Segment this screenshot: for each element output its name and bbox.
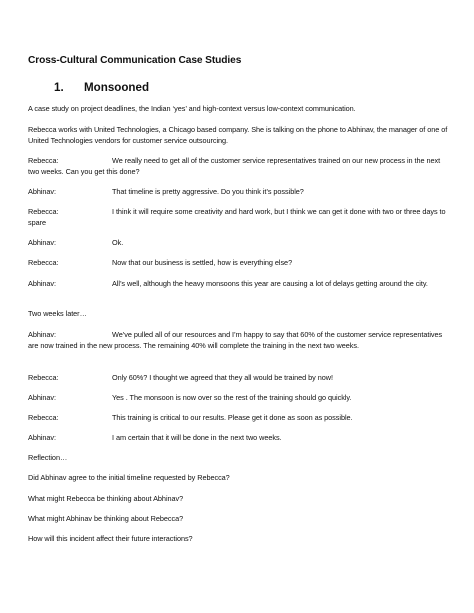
section-number: 1. (54, 81, 64, 94)
reflection-question: What might Abhinav be thinking about Rebecca? (28, 514, 184, 523)
dialogue-text: Yes . The monsoon is now over so the rest of the training should go quickly. (112, 393, 352, 402)
dialogue-text: Only 60%? I thought we agreed that they all would be trained by now! (112, 373, 333, 382)
reflection-question: How will this incident affect their future interactions? (28, 534, 193, 543)
speaker-name: Abhinav: (28, 187, 56, 196)
reflection-label: Reflection… (28, 453, 68, 462)
speaker-name: Rebecca: (28, 207, 59, 216)
dialogue-text: We’ve pulled all of our resources and I’m happy to say that 60% of the customer service representatives are now trained in the new process. The remaining 40% will complete the training in the next two weeks. (28, 330, 443, 351)
dialogue-text: This training is critical to our results. Please get it done as soon as possible. (112, 413, 353, 422)
document-title: Cross-Cultural Communication Case Studies (28, 55, 242, 66)
dialogue-line (28, 278, 448, 289)
speaker-name: Rebecca: (28, 413, 59, 422)
section-title: Monsooned (84, 81, 150, 94)
dialogue-line (28, 206, 448, 228)
speaker-name: Abhinav: (28, 393, 56, 402)
dialogue-text: I am certain that it will be done in the next two weeks. (112, 433, 282, 442)
dialogue-text: I think it will require some creativity and hard work, but I think we can get it done with two or three days to spare (28, 207, 446, 228)
reflection-question: Did Abhinav agree to the initial timeline requested by Rebecca? (28, 473, 230, 482)
dialogue-text: Now that our business is settled, how is everything else? (112, 258, 293, 267)
intro-paragraph: A case study on project deadlines, the Indian ‘yes’ and high-context versus low-context communication. (28, 104, 356, 113)
dialogue-line (28, 329, 448, 351)
section-heading (54, 81, 149, 94)
reflection-question: What might Rebecca be thinking about Abhinav? (28, 494, 184, 503)
speaker-name: Rebecca: (28, 258, 59, 267)
dialogue-line (28, 432, 448, 443)
dialogue-line (28, 257, 448, 268)
dialogue-text: We really need to get all of the customer service representatives trained on our new process in the next two weeks. Can you get this done? (28, 156, 441, 177)
speaker-name: Abhinav: (28, 330, 56, 339)
speaker-name: Abhinav: (28, 433, 56, 442)
dialogue-line (28, 237, 448, 248)
dialogue-line (28, 186, 448, 197)
dialogue-line (28, 392, 448, 403)
dialogue-line (28, 155, 448, 177)
dialogue-text: Ok. (112, 238, 124, 247)
interlude-text: Two weeks later… (28, 309, 87, 318)
speaker-name: Rebecca: (28, 156, 59, 165)
speaker-name: Abhinav: (28, 238, 56, 247)
speaker-name: Rebecca: (28, 373, 59, 382)
setup-paragraph: Rebecca works with United Technologies, a Chicago based company. She is talking on the phone to Abhinav, the manager of one of United Technologies vendors for customer service outsourcing. (28, 125, 448, 146)
dialogue-text: All’s well, although the heavy monsoons this year are causing a lot of delays getting around the city. (112, 279, 428, 288)
dialogue-line (28, 412, 448, 423)
dialogue-text: That timeline is pretty aggressive. Do you think it’s possible? (112, 187, 304, 196)
dialogue-line (28, 372, 448, 383)
speaker-name: Abhinav: (28, 279, 56, 288)
